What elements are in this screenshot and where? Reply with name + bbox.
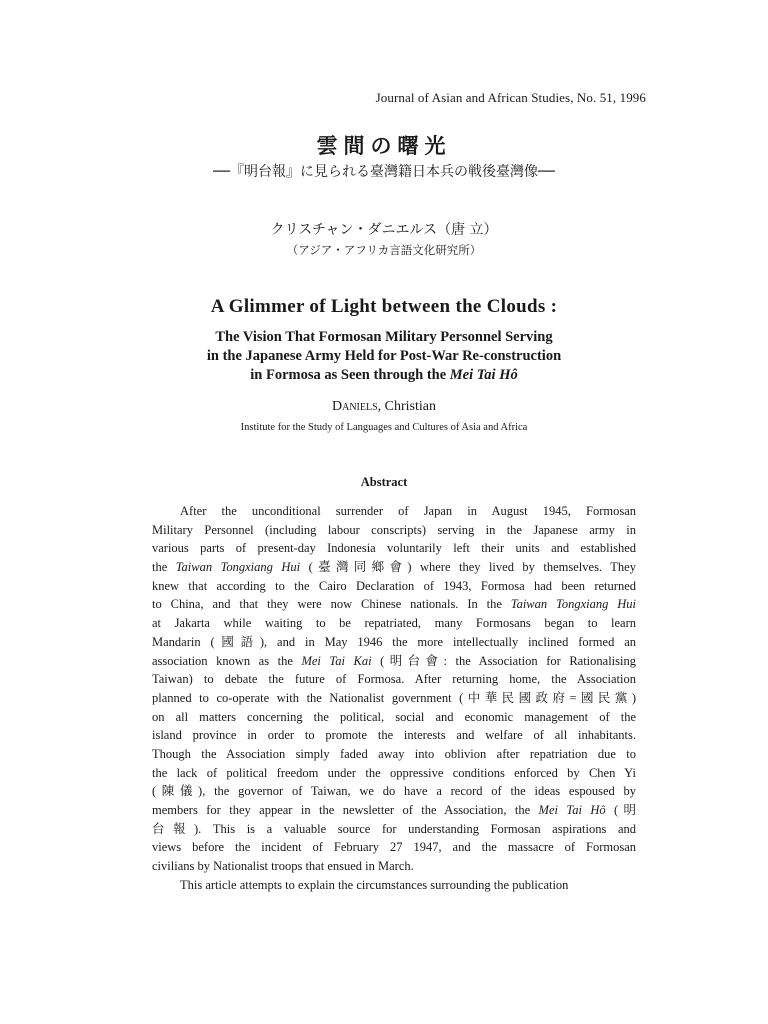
text-run: civilians by Nationalist troops that ensued in March. — [152, 859, 414, 874]
english-subtitle — [0, 328, 768, 385]
text-run: various parts of present-day Indonesia voluntarily left their units and established — [152, 541, 636, 556]
subtitle-italic-title: Mei Tai Hô — [449, 367, 518, 383]
italic-term: Mei Tai Hô — [538, 803, 606, 817]
abstract-line — [152, 539, 636, 558]
abstract-line — [152, 782, 636, 801]
abstract-line — [152, 838, 636, 857]
text-run: members for they appear in the newsletter of the Association, the — [152, 803, 539, 817]
text-run: views before the incident of February 27 1947, and the massacre of Formosan — [152, 840, 636, 855]
text-run: planned to co-operate with the Nationalist government (中華民國政府=國民黨) — [152, 690, 636, 705]
text-run: knew that according to the Cairo Declaration of 1943, Formosa had been returned — [152, 578, 636, 593]
japanese-title: 雲間の曙光 — [316, 133, 452, 158]
abstract-line — [152, 745, 636, 764]
subtitle-line-2: in the Japanese Army Held for Post-War Re-construction — [206, 348, 562, 364]
text-run: (明台會: the Association for Rationalising — [371, 653, 636, 668]
japanese-affiliation: （アジア・アフリカ言語文化研究所） — [286, 243, 482, 257]
author-given-name: , Christian — [377, 399, 436, 414]
text-run: 台報). This is a valuable source for understanding Formosan aspirations and — [152, 821, 636, 836]
text-run: Military Personnel (including labour conscripts) serving in the Japanese army in — [152, 522, 636, 537]
subtitle-line-3-text: in Formosa as Seen through the — [250, 367, 447, 383]
abstract-line — [152, 764, 636, 783]
subtitle-line-1: The Vision That Formosan Military Personnel Serving — [215, 329, 553, 345]
abstract-line — [152, 876, 636, 895]
abstract-line — [152, 820, 636, 839]
abstract-line — [152, 558, 636, 577]
journal-citation: Journal of Asian and African Studies, No. 51, 1996 — [375, 90, 646, 105]
subtitle-line-3 — [0, 366, 768, 385]
text-run: island province in order to promote the interests and welfare of all inhabitants. — [152, 728, 636, 743]
italic-term: Mei Tai Kai — [301, 653, 372, 668]
abstract-line — [152, 633, 636, 652]
abstract-line — [152, 857, 636, 876]
text-run: (明 — [605, 803, 636, 817]
abstract-heading: Abstract — [360, 475, 408, 489]
abstract-body — [152, 502, 636, 894]
abstract-line — [152, 708, 636, 727]
text-run: (陳儀), the governor of Taiwan, we do have a record of the ideas espoused by — [152, 784, 636, 799]
text-run: Mandarin (國語), and in May 1946 the more intellectually inclined formed an — [152, 634, 636, 649]
text-run: association known as the — [152, 653, 302, 668]
text-run: at Jakarta while waiting to be repatriated, many Formosans began to learn — [152, 616, 636, 631]
abstract-line — [152, 726, 636, 745]
english-author — [0, 399, 768, 415]
italic-term: Taiwan Tongxiang Hui — [510, 597, 636, 612]
text-run: on all matters concerning the political, social and economic management of the — [152, 709, 636, 724]
abstract-line — [152, 614, 636, 633]
text-run: After the unconditional surrender of Japan in August 1945, Formosan — [180, 504, 636, 518]
abstract-line — [152, 521, 636, 540]
abstract-line — [152, 502, 636, 521]
author-surname: Daniels — [331, 399, 378, 414]
text-run: the — [152, 560, 176, 575]
text-run: Though the Association simply faded away into oblivion after repatriation due to — [152, 746, 636, 761]
italic-term: Taiwan Tongxiang Hui — [175, 560, 301, 575]
english-affiliation: Institute for the Study of Languages and Cultures of Asia and Africa — [240, 422, 528, 433]
text-run: This article attempts to explain the circumstances surrounding the publication — [180, 877, 569, 892]
abstract-line — [152, 577, 636, 596]
abstract-line — [152, 670, 636, 689]
text-run: to China, and that they were now Chinese nationals. In the — [152, 597, 511, 612]
abstract-line — [152, 595, 636, 614]
japanese-subtitle: ──『明台報』に見られる臺灣籍日本兵の戦後臺灣像── — [213, 164, 555, 180]
japanese-author: クリスチャン・ダニエルス（唐 立） — [270, 222, 498, 238]
abstract-line — [152, 652, 636, 671]
text-run: (臺灣同鄉會) where they lived by themselves. They — [300, 560, 636, 575]
text-run: the lack of political freedom under the oppressive conditions enforced by Chen Yi — [152, 765, 636, 780]
text-run: Taiwan) to debate the future of Formosa. After returning home, the Association — [152, 672, 636, 687]
abstract-line — [152, 801, 636, 820]
abstract-line — [152, 689, 636, 708]
english-title: A Glimmer of Light between the Clouds : — [210, 296, 558, 317]
